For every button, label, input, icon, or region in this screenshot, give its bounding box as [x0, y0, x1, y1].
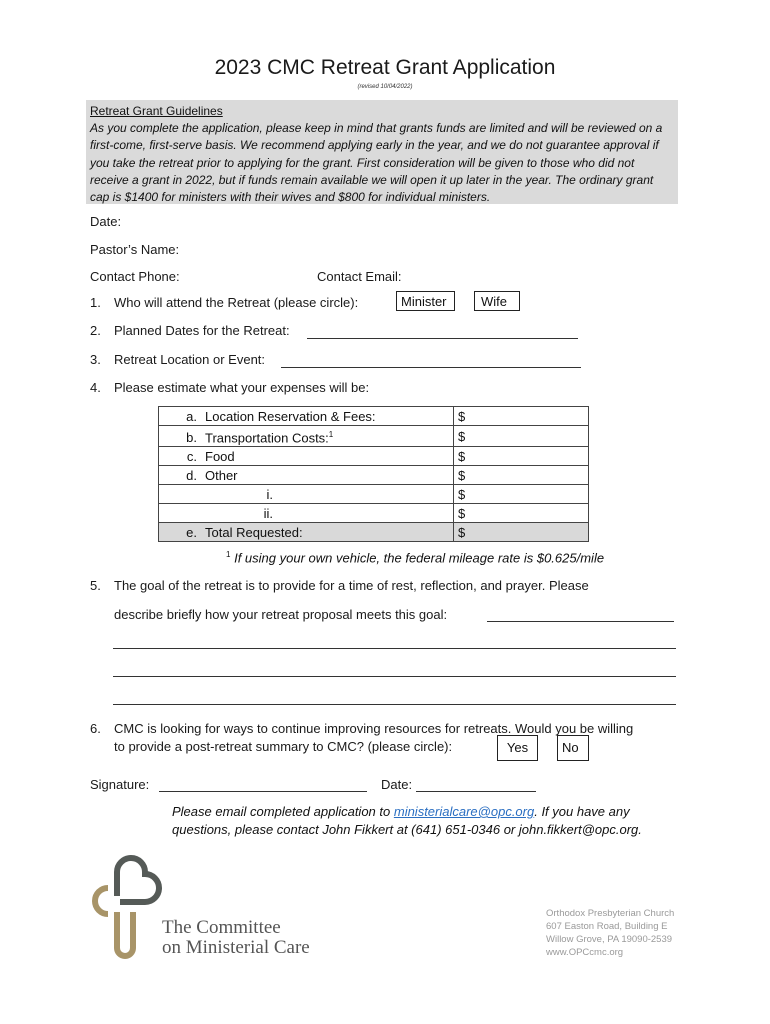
row-letter: a.: [186, 408, 197, 424]
row-label: Total Requested:: [205, 524, 303, 540]
logo-text: [162, 918, 310, 958]
footnote-marker: 1: [226, 550, 231, 559]
contact-phone-field[interactable]: Contact Phone:: [90, 269, 180, 284]
question-text: CMC is looking for ways to continue improving resources for retreats. Would you be willing: [114, 721, 634, 736]
signature-date-input[interactable]: [416, 777, 536, 792]
question-number: 4.: [90, 380, 101, 395]
date-field[interactable]: Date:: [90, 214, 122, 229]
row-letter: c.: [186, 448, 197, 464]
amount-cell[interactable]: $: [454, 407, 589, 426]
goal-input-line-1[interactable]: [487, 607, 674, 622]
contact-text: questions, please contact John Fikkert at (641) 651-0346 or john.fikkert@opc.org.: [172, 822, 642, 837]
row-letter: i.: [266, 486, 273, 502]
retreat-location-input[interactable]: [281, 352, 581, 368]
option-minister[interactable]: Minister: [396, 291, 455, 311]
table-row: [159, 407, 589, 426]
row-label: Other: [205, 467, 238, 483]
contact-email-field[interactable]: Contact Email:: [317, 269, 402, 284]
goal-input-line-4[interactable]: [113, 690, 676, 705]
table-row: [159, 447, 589, 466]
option-wife[interactable]: Wife: [474, 291, 520, 311]
question-number: 6.: [90, 721, 101, 736]
row-letter: b.: [186, 430, 197, 446]
option-yes[interactable]: Yes: [497, 735, 538, 761]
page-title: 2023 CMC Retreat Grant Application: [214, 56, 556, 79]
goal-input-line-3[interactable]: [113, 662, 676, 677]
question-1: [90, 295, 358, 310]
goal-input-line-2[interactable]: [113, 634, 676, 649]
question-number: 2.: [90, 323, 101, 338]
question-number: 5.: [90, 578, 101, 593]
footnote: [226, 550, 604, 565]
signature-date-label: Date:: [381, 777, 413, 792]
question-4: [90, 380, 369, 395]
amount-cell[interactable]: $: [454, 504, 589, 523]
footnote-marker: 1: [328, 430, 334, 439]
question-number: 1.: [90, 295, 101, 310]
question-text: Planned Dates for the Retreat:: [114, 323, 290, 338]
question-6-line2: to provide a post-retreat summary to CMC? (please circle):: [114, 739, 453, 754]
table-row: [159, 485, 589, 504]
pastor-name-field[interactable]: Pastor’s Name:: [90, 242, 180, 257]
question-text: The goal of the retreat is to provide for a time of rest, reflection, and prayer. Please: [114, 578, 589, 593]
row-label: Transportation Costs:: [205, 430, 329, 446]
website-link[interactable]: www.OPCcmc.org: [546, 947, 624, 958]
guidelines-box: [86, 100, 678, 204]
guidelines-title: Retreat Grant Guidelines: [90, 104, 223, 118]
logo-line-2: on Ministerial Care: [162, 937, 310, 958]
amount-cell[interactable]: $: [454, 426, 589, 447]
signature-input[interactable]: [159, 777, 367, 792]
revised-date: (revised 10/04/2022): [357, 84, 413, 90]
amount-cell[interactable]: $: [454, 466, 589, 485]
row-letter: d.: [186, 467, 197, 483]
contact-text: Please email completed application to: [172, 804, 394, 819]
question-5-line2: describe briefly how your retreat proposal meets this goal:: [114, 607, 448, 622]
table-row-total: [159, 523, 589, 542]
email-link[interactable]: ministerialcare@opc.org: [393, 804, 535, 819]
amount-cell[interactable]: $: [454, 523, 589, 542]
table-row: [159, 466, 589, 485]
question-number: 3.: [90, 352, 101, 367]
row-letter: ii.: [263, 505, 273, 521]
contact-text: . If you have any: [534, 804, 630, 819]
question-2: [90, 323, 290, 338]
address-line: Orthodox Presbyterian Church: [546, 908, 675, 919]
footnote-text: If using your own vehicle, the federal mileage rate is $0.625/mile: [234, 550, 605, 566]
row-letter: e.: [186, 524, 197, 540]
logo-line-1: The Committee: [162, 917, 281, 938]
question-3: [90, 352, 265, 367]
planned-dates-input[interactable]: [307, 323, 578, 339]
option-no[interactable]: No: [557, 735, 589, 761]
amount-cell[interactable]: $: [454, 485, 589, 504]
question-text: Retreat Location or Event:: [114, 352, 266, 367]
signature-label: Signature:: [90, 777, 150, 792]
cmc-logo-icon: [88, 852, 168, 960]
question-6: [90, 721, 633, 736]
table-row: [159, 426, 589, 447]
contact-note: [172, 803, 642, 839]
table-row: [159, 504, 589, 523]
expenses-table: [158, 406, 589, 542]
row-label: Location Reservation & Fees:: [205, 408, 376, 424]
question-5: [90, 578, 589, 593]
question-text: Who will attend the Retreat (please circle):: [114, 295, 359, 310]
row-label: Food: [205, 448, 235, 464]
guidelines-body: As you complete the application, please keep in mind that grants funds are limited and will be reviewed on a first-come, first-serve basis. We recommend applying early in the year, and we do not guarantee approval if you take the retreat prior to applying for the grant. First consideration will be given to those who did not receive a grant in 2022, but if funds remain available we will open it up later in the year. The ordinary grant cap is $1400 for ministers with their wives and $800 for individual ministers.: [90, 121, 663, 205]
church-address: [546, 907, 674, 959]
amount-cell[interactable]: $: [454, 447, 589, 466]
address-line: Willow Grove, PA 19090-2539: [546, 934, 673, 945]
question-text: Please estimate what your expenses will be:: [114, 380, 370, 395]
address-line: 607 Easton Road, Building E: [546, 921, 668, 932]
